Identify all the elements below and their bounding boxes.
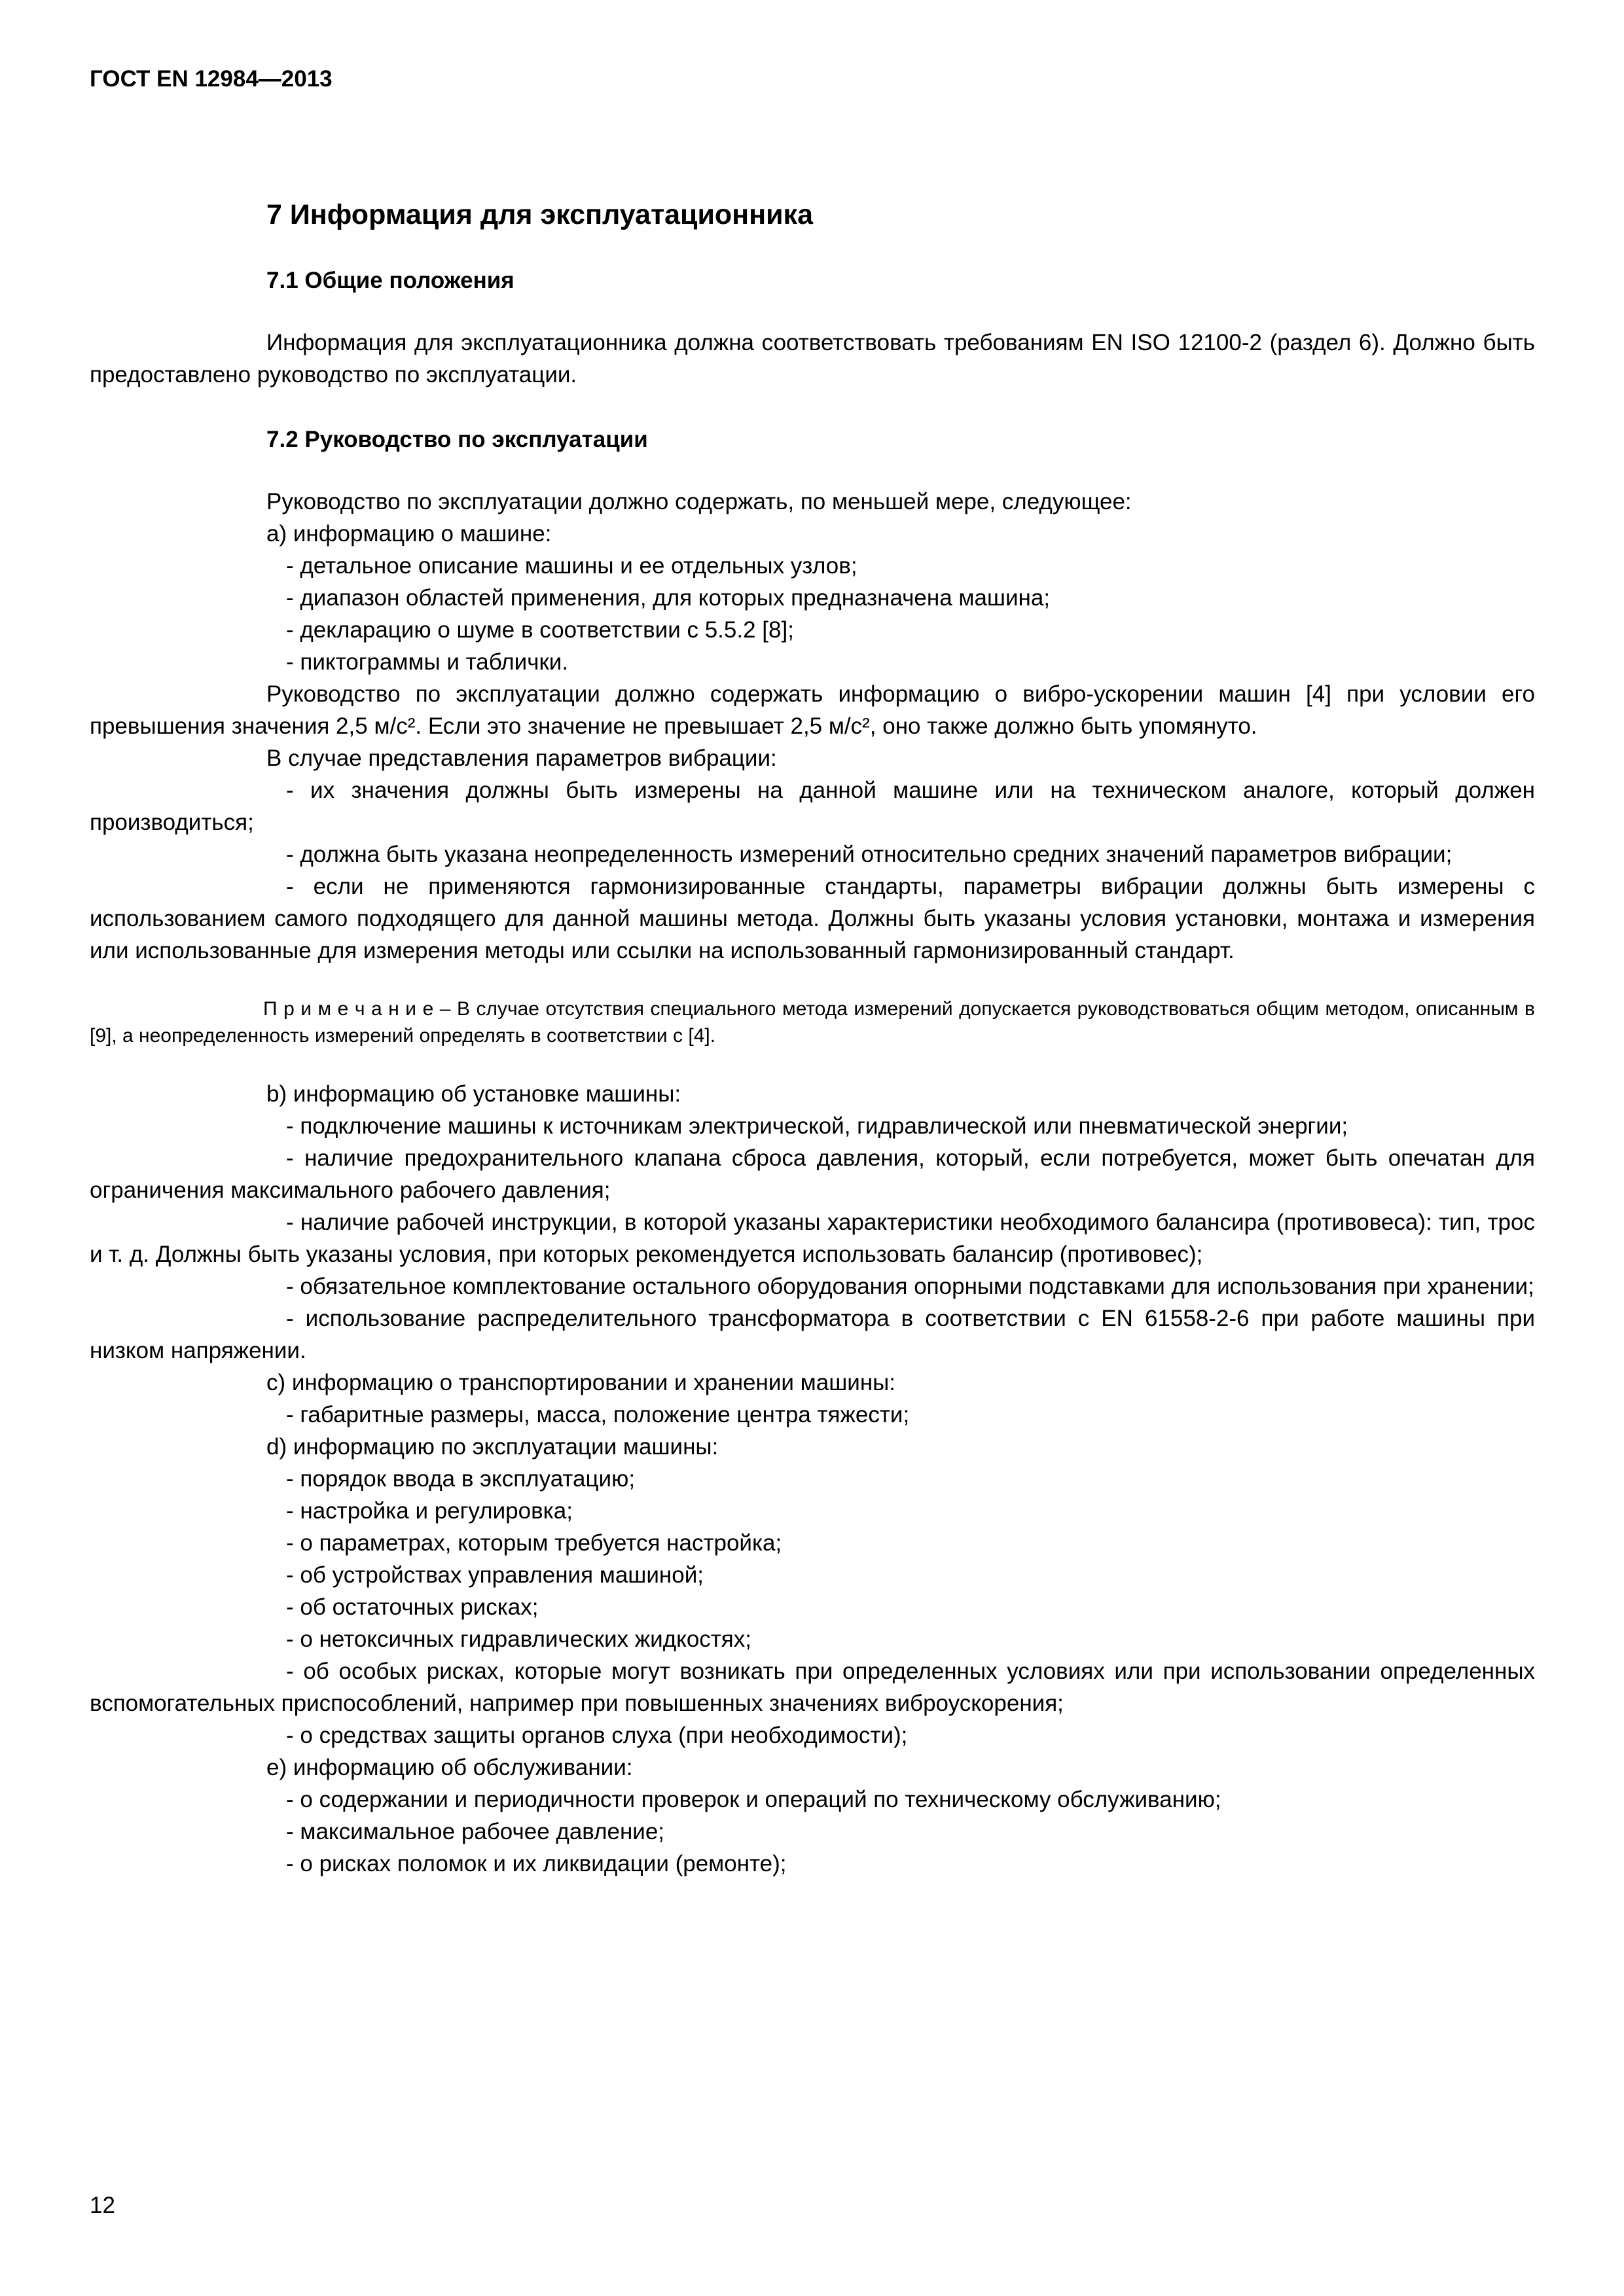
page-number: 12: [90, 2193, 115, 2218]
list-item: - наличие предохранительного клапана сброса давления, который, если потребуется, может быть опечатан для ограничения максимального рабочего давления;: [90, 1145, 1535, 1203]
list-item: - их значения должны быть измерены на данной машине или на техническом аналоге, который должен производиться;: [90, 778, 1535, 835]
list-item: - пиктограммы и таблички.: [286, 649, 569, 675]
paragraph-vibration-params: В случае представления параметров вибрации:: [266, 745, 777, 771]
list-item: - детальное описание машины и ее отдельных узлов;: [286, 553, 857, 579]
list-item: - о параметрах, которым требуется настройка;: [286, 1530, 782, 1556]
section-7-2-heading: 7.2 Руководство по эксплуатации: [266, 427, 648, 452]
paragraph-vibration: Руководство по эксплуатации должно содержать информацию о вибро-ускорении машин [4] при условии его превышения значения 2,5 м/с². Если это значение не превышает 2,5 м/с², оно также должно быть упомянуто.: [90, 681, 1535, 739]
list-item: - о средствах защиты органов слуха (при необходимости);: [286, 1723, 908, 1748]
list-item: - диапазон областей применения, для которых предназначена машина;: [286, 585, 1051, 611]
document-code-header: ГОСТ EN 12984—2013: [90, 66, 333, 92]
list-item: - подключение машины к источникам электрической, гидравлической или пневматической энергии;: [286, 1113, 1348, 1139]
list-item: - об особых рисках, которые могут возникать при определенных условиях или при использовании определенных вспомогательных приспособлений, например при повышенных значениях виброускорения;: [90, 1659, 1535, 1716]
list-item-c-label: c) информацию о транспортировании и хранении машины:: [266, 1370, 896, 1395]
paragraph-general: Информация для эксплуатационника должна соответствовать требованиям EN ISO 12100-2 (раздел 6). Должно быть предоставлено руководство по эксплуатации.: [90, 330, 1535, 387]
list-item: - декларацию о шуме в соответствии с 5.5.2 [8];: [286, 617, 794, 643]
list-item: - должна быть указана неопределенность измерений относительно средних значений параметров вибрации;: [286, 842, 1453, 867]
list-item: - об устройствах управления машиной;: [286, 1562, 704, 1588]
list-item: - максимальное рабочее давление;: [286, 1819, 665, 1844]
list-item: - о рисках поломок и их ликвидации (ремонте);: [286, 1851, 787, 1876]
list-item: - настройка и регулировка;: [286, 1498, 573, 1524]
list-item: - габаритные размеры, масса, положение центра тяжести;: [286, 1402, 910, 1427]
list-item: - наличие рабочей инструкции, в которой указаны характеристики необходимого балансира (противовеса): тип, трос и т. д. Должны быть указаны условия, при которых рекомендуется использовать балансир (противовес);: [90, 1210, 1535, 1267]
section-7-heading: 7 Информация для эксплуатационника: [266, 199, 813, 230]
list-item-b-label: b) информацию об установке машины:: [266, 1081, 681, 1107]
list-item: - если не применяются гармонизированные стандарты, параметры вибрации должны быть измерены с использованием самого подходящего для данной машины метода. Должны быть указаны условия установки, монтажа и измерения или использованные для измерения методы или ссылки на использованный гармонизированный стандарт.: [90, 874, 1535, 963]
list-item: - о нетоксичных гидравлических жидкостях;: [286, 1626, 751, 1652]
section-7-1-heading: 7.1 Общие положения: [266, 268, 514, 293]
list-item: - обязательное комплектование остального оборудования опорными подставками для использования при хранении;: [286, 1274, 1534, 1299]
note-paragraph: П р и м е ч а н и е – В случае отсутствия специального метода измерений допускается руководствоваться общим методом, описанным в [9], а неопределенность измерений определять в соответствии с [4].: [90, 998, 1535, 1047]
list-item: - об остаточных рисках;: [286, 1594, 539, 1620]
paragraph-intro: Руководство по эксплуатации должно содержать, по меньшей мере, следующее:: [266, 489, 1132, 514]
list-item-a-label: a) информацию о машине:: [266, 521, 552, 547]
list-item: - о содержании и периодичности проверок и операций по техническому обслуживанию;: [286, 1787, 1221, 1812]
list-item: - использование распределительного трансформатора в соответствии с EN 61558-2-6 при работе машины при низком напряжении.: [90, 1306, 1535, 1363]
list-item-e-label: e) информацию об обслуживании:: [266, 1755, 633, 1780]
list-item-d-label: d) информацию по эксплуатации машины:: [266, 1434, 719, 1460]
list-item: - порядок ввода в эксплуатацию;: [286, 1466, 636, 1492]
